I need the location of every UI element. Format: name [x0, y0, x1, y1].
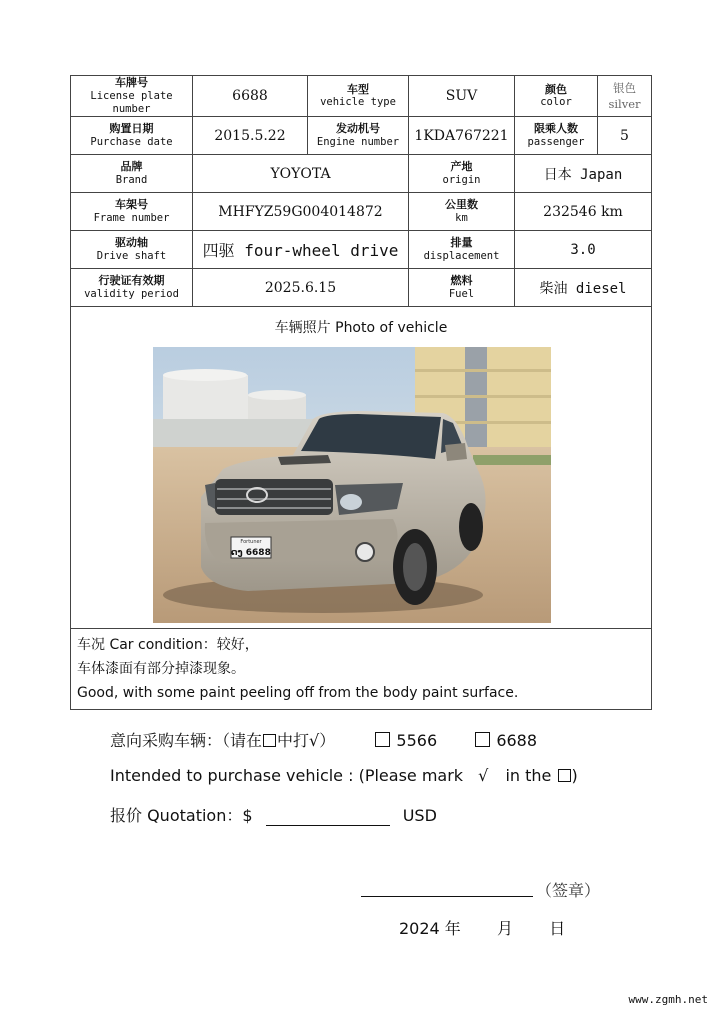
table-row: [71, 117, 652, 155]
quotation-currency: USD: [402, 806, 437, 825]
fuel-value: 柴油 diesel: [515, 269, 652, 307]
displacement-label: 排量 displacement: [409, 231, 515, 269]
quotation-line: [110, 803, 437, 826]
table-row: [71, 155, 652, 193]
license-plate-value: 6688: [193, 76, 308, 117]
drive-shaft-value: 四驱 four-wheel drive: [193, 231, 409, 269]
photo-row: [71, 307, 652, 629]
frame-number-value: MHFYZ59G004014872: [193, 193, 409, 231]
date-line: [399, 916, 565, 939]
option-5566-checkbox[interactable]: [375, 732, 390, 747]
purchase-date-label: 购置日期 Purchase date: [71, 117, 193, 155]
intent-line: [110, 728, 537, 751]
vehicle-photo: [153, 347, 551, 623]
drive-shaft-label: 驱动轴 Drive shaft: [71, 231, 193, 269]
intent-en-mid: in the: [505, 766, 552, 785]
checkbox-icon: [558, 769, 571, 782]
date-day: 日: [549, 919, 566, 938]
vehicle-type-label: 车型 vehicle type: [308, 76, 409, 117]
passenger-label: 限乘人数 passenger: [515, 117, 598, 155]
passenger-value: 5: [598, 117, 652, 155]
table-row: [71, 269, 652, 307]
date-month: 月: [497, 919, 514, 938]
quotation-input[interactable]: [266, 807, 390, 826]
photo-title: 车辆照片 Photo of vehicle: [274, 320, 448, 336]
vehicle-photo-illustration: [153, 347, 551, 623]
engine-number-label: 发动机号 Engine number: [308, 117, 409, 155]
photo-cell: [71, 307, 652, 629]
signature-line[interactable]: [361, 878, 533, 897]
option-6688-label: 6688: [496, 731, 538, 750]
intent-en-prefix: Intended to purchase vehicle : (Please mark: [110, 766, 464, 785]
date-year: 2024 年: [399, 919, 461, 938]
km-value: 232546 km: [515, 193, 652, 231]
validity-period-value: 2025.6.15: [193, 269, 409, 307]
condition-line-3: Good, with some paint peeling off from the body paint surface.: [77, 685, 519, 701]
license-plate-label: 车牌号 License plate number: [71, 76, 193, 117]
intent-mid: 中打√）: [277, 731, 336, 750]
quotation-label: 报价 Quotation：$: [110, 806, 253, 825]
condition-line-2: 车体漆面有部分掉漆现象。: [77, 661, 245, 677]
vehicle-spec-table: [70, 75, 652, 710]
engine-number-value: 1KDA767221: [409, 117, 515, 155]
intent-en-suffix: ): [571, 766, 578, 785]
origin-value: 日本 Japan: [515, 155, 652, 193]
check-mark-icon: √: [478, 766, 489, 785]
condition-row: [71, 629, 652, 710]
option-5566-label: 5566: [396, 731, 438, 750]
brand-label: 品牌 Brand: [71, 155, 193, 193]
fuel-label: 燃料 Fuel: [409, 269, 515, 307]
intent-prefix: 意向采购车辆：（请在: [110, 731, 263, 750]
brand-value: YOYOTA: [193, 155, 409, 193]
watermark-url: www.zgmh.net: [628, 993, 708, 1006]
signature-label: （签章）: [536, 881, 601, 900]
checkbox-icon: [263, 734, 276, 747]
origin-label: 产地 origin: [409, 155, 515, 193]
table-row: [71, 193, 652, 231]
color-label: 颜色 color: [515, 76, 598, 117]
displacement-value: 3.0: [515, 231, 652, 269]
frame-number-label: 车架号 Frame number: [71, 193, 193, 231]
intent-en-line: [110, 766, 578, 785]
plate-number-text: ດງ 6688: [231, 548, 271, 558]
validity-period-label: 行驶证有效期 validity period: [71, 269, 193, 307]
table-row: [71, 76, 652, 117]
condition-cell: [71, 629, 652, 710]
plate-dealer-text: Fortuner: [240, 539, 262, 545]
option-6688-checkbox[interactable]: [475, 732, 490, 747]
condition-line-1: 车况 Car condition：较好，: [77, 637, 259, 653]
purchase-date-value: 2015.5.22: [193, 117, 308, 155]
color-value: 银色 silver: [598, 76, 652, 117]
km-label: 公里数 km: [409, 193, 515, 231]
table-row: [71, 231, 652, 269]
vehicle-type-value: SUV: [409, 76, 515, 117]
